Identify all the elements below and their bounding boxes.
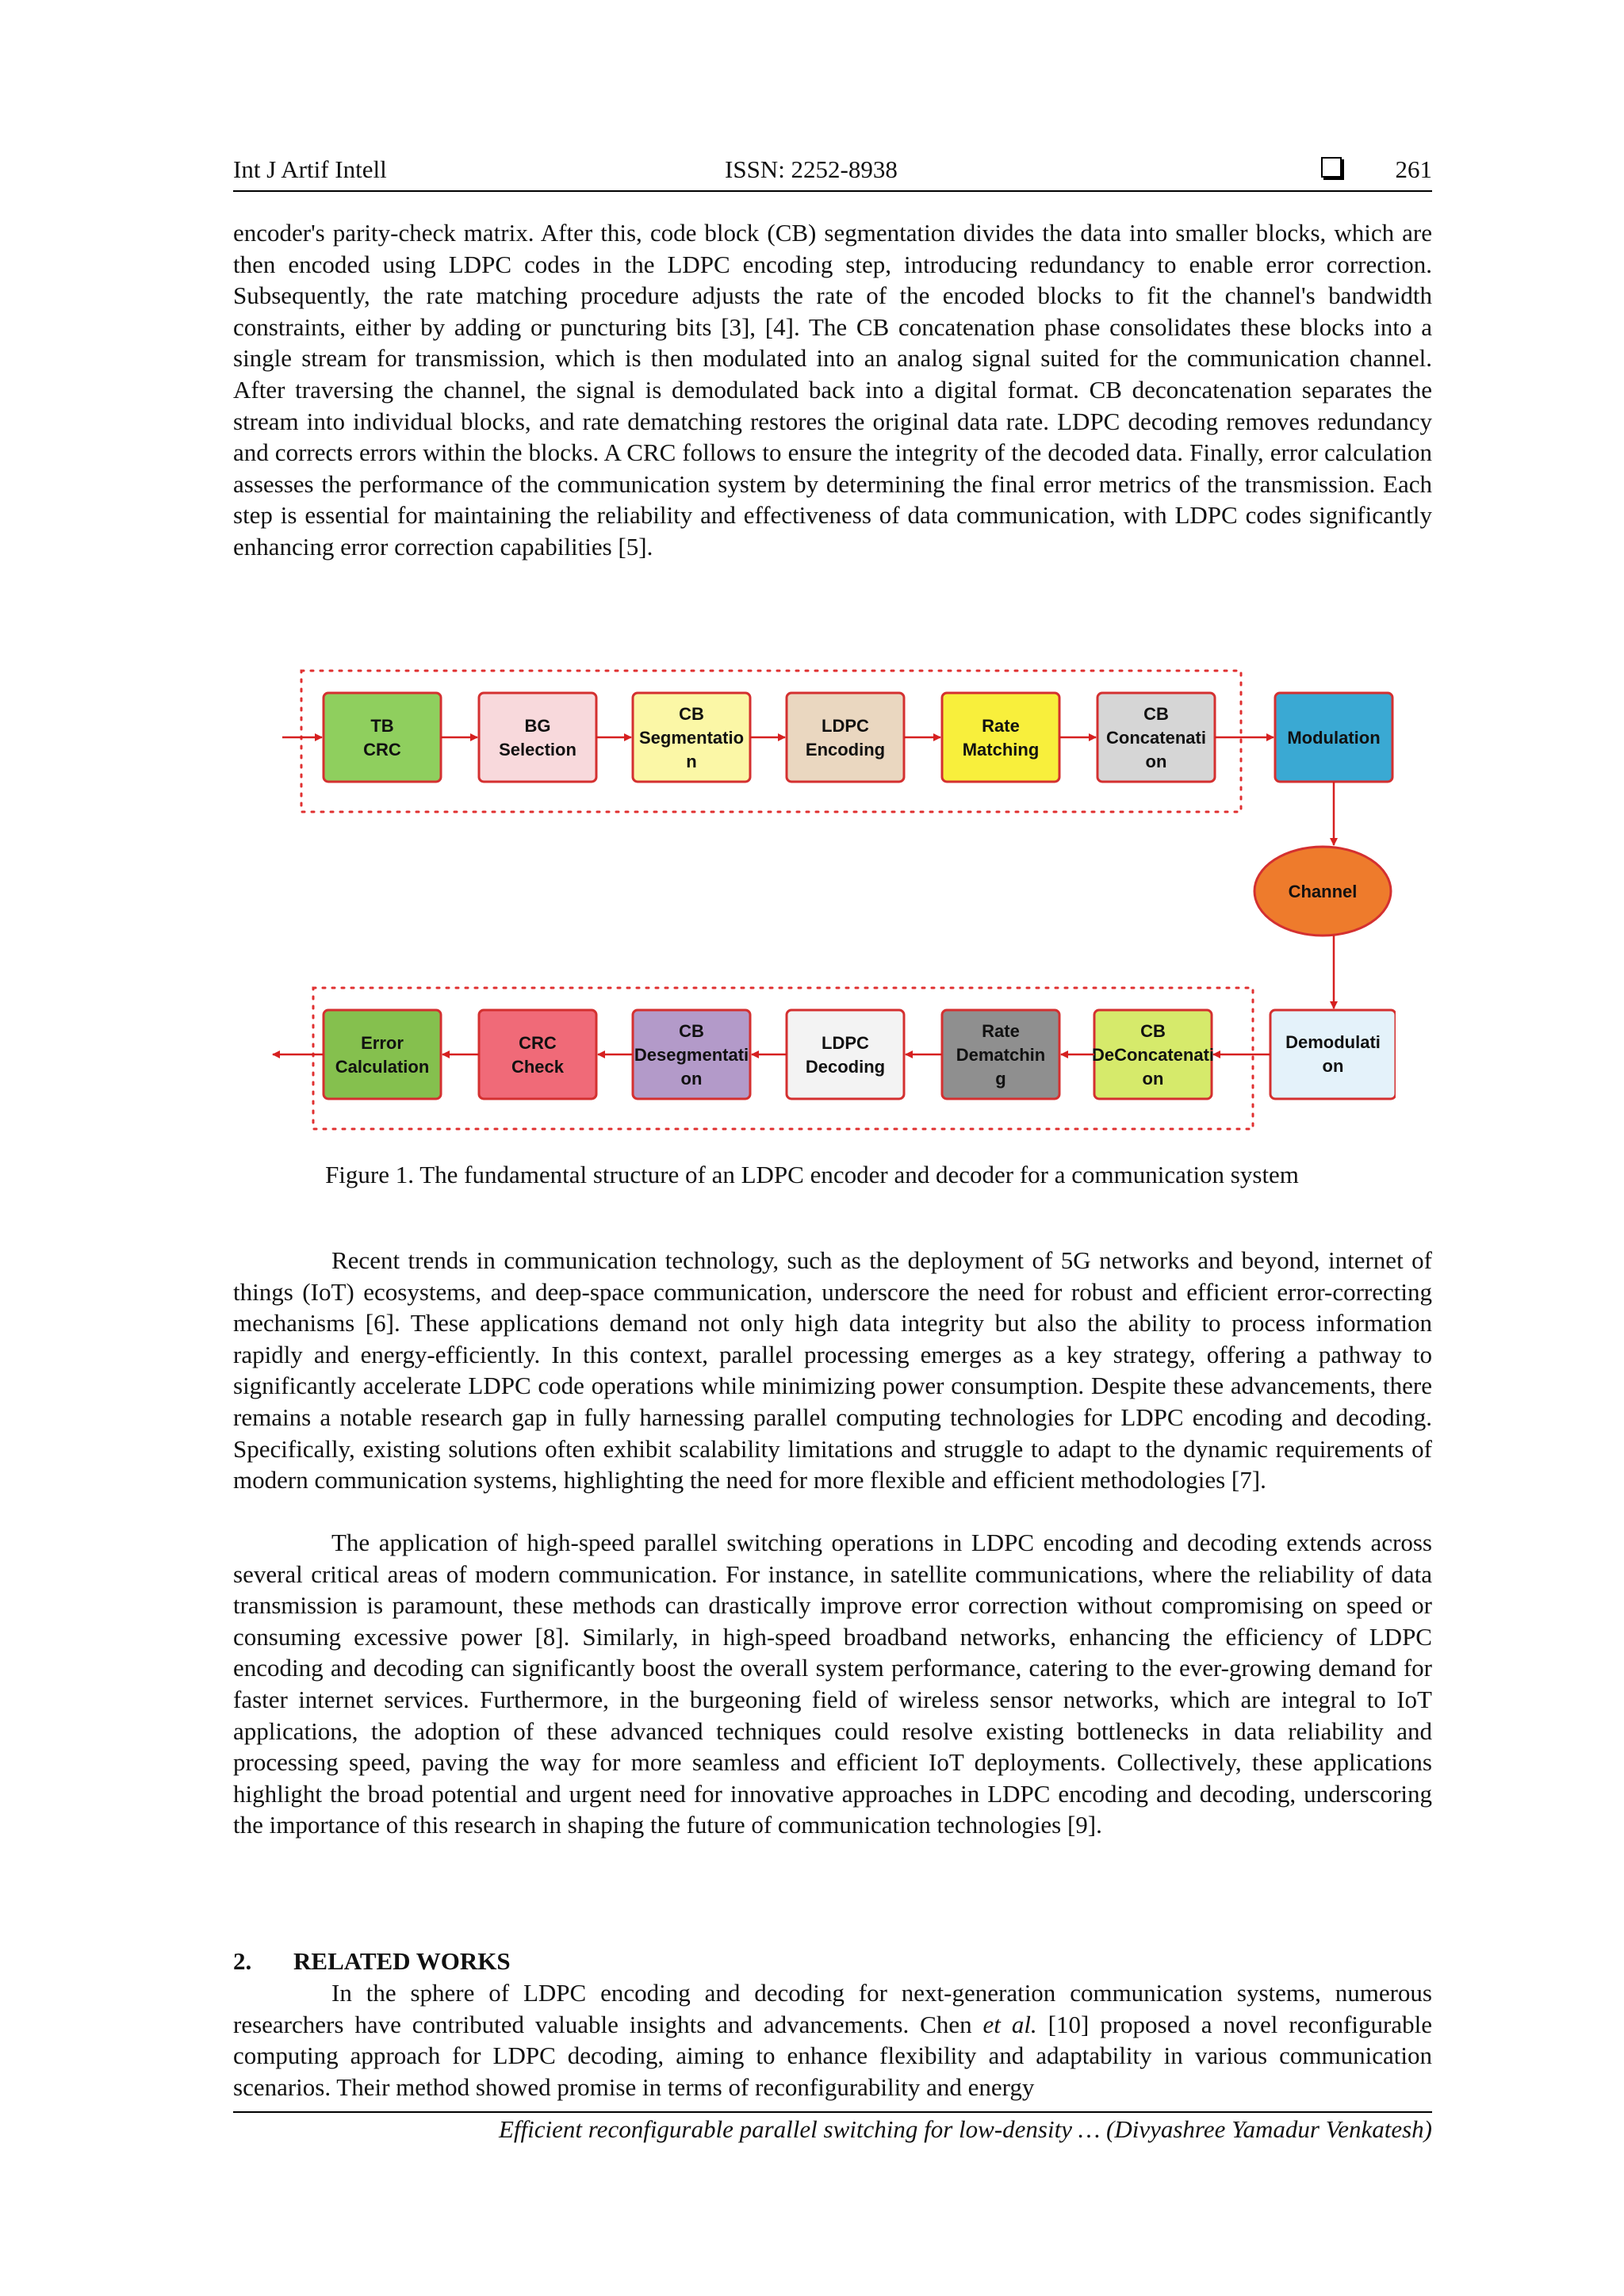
- decoder-block-rect: [479, 1010, 596, 1099]
- encoder-block-label: CRC: [363, 740, 401, 760]
- encoder-block-label: TB: [370, 716, 394, 736]
- encoder-block-label: CB: [1143, 704, 1169, 724]
- footer-rule: [233, 2111, 1432, 2113]
- encoder-block-rect: [324, 693, 441, 782]
- decoder-block-label: LDPC: [822, 1033, 869, 1053]
- decoder-block-label: Calculation: [335, 1057, 430, 1077]
- figure-caption: Figure 1. The fundamental structure of an LDPC encoder and decoder for a communication system: [325, 1161, 1299, 1188]
- ldpc-diagram: [270, 658, 1396, 1134]
- encoder-block-label: Concatenati: [1106, 728, 1206, 748]
- decoder-block-label: CRC: [519, 1033, 557, 1053]
- paragraph-4-italic: et al.: [982, 2010, 1037, 2038]
- decoder-block-rect: [324, 1010, 441, 1099]
- encoder-block-label: Rate: [982, 716, 1020, 736]
- page-header: [233, 154, 1432, 192]
- encoder-block-label: BG: [524, 716, 551, 736]
- section-title: RELATED WORKS: [293, 1947, 511, 1975]
- encoder-block-4: [942, 693, 1059, 782]
- decoder-block-label: Desegmentati: [634, 1045, 749, 1065]
- section-number: 2.: [233, 1947, 252, 1975]
- decoder-block-rect: [787, 1010, 904, 1099]
- figure-1: [270, 658, 1396, 1134]
- channel-label: Channel: [1288, 882, 1358, 901]
- decoder-block-5: [324, 1010, 441, 1099]
- decoder-block-label: on: [680, 1069, 703, 1089]
- paragraph-4: [233, 1977, 1432, 2103]
- decoder-block-label: Decoding: [805, 1057, 886, 1077]
- decoder-block-label: DeConcatenati: [1091, 1045, 1215, 1065]
- demodulation-label-2: on: [1322, 1056, 1344, 1076]
- demodulation-block: [1270, 1010, 1396, 1099]
- decoder-block-label: on: [1142, 1069, 1164, 1089]
- encoder-block-rect: [787, 693, 904, 782]
- encoder-block-2: [633, 693, 750, 782]
- encoder-block-label: Matching: [962, 740, 1040, 760]
- encoder-block-label: LDPC: [822, 716, 869, 736]
- encoder-block-label: Segmentatio: [638, 728, 745, 748]
- section-heading: [233, 1947, 511, 1976]
- journal-name: Int J Artif Intell: [233, 155, 387, 183]
- encoder-block-label: n: [686, 752, 697, 771]
- encoder-block-label: Encoding: [805, 740, 886, 760]
- encoder-block-rect: [479, 693, 596, 782]
- encoder-block-1: [479, 693, 596, 782]
- page-footer: Efficient reconfigurable parallel switching for low-density … (Divyashree Yamadur Venkatesh): [499, 2115, 1432, 2143]
- paragraph-1: encoder's parity-check matrix. After this, code block (CB) segmentation divides the data into smaller blocks, which are then encoded using LDPC codes in the LDPC encoding step, introducing redundancy to enable error correction. Subsequently, the rate matching procedure adjusts the rate of the encoded blocks to fit the channel's bandwidth constraints, either by adding or puncturing bits [3], [4]. The CB concatenation phase consolidates these blocks into a single stream for transmission, which is then modulated into an analog signal suited for the communication channel. After traversing the channel, the signal is demodulated back into a digital format. CB deconcatenation separates the stream into individual blocks, and rate dematching restores the original data rate. LDPC decoding removes redundancy and corrects errors within the blocks. A CRC follows to ensure the integrity of the decoded data. Finally, error calculation assesses the performance of the communication system by determining the final error metrics of the transmission. Each step is essential for maintaining the reliability and effectiveness of data communication, with LDPC codes significantly enhancing error correction capabilities [5].: [233, 219, 1432, 561]
- demodulation-label-1: Demodulati: [1285, 1032, 1381, 1052]
- decoder-block-2: [787, 1010, 904, 1099]
- decoder-block-label: g: [995, 1069, 1006, 1089]
- modulation-label: Modulation: [1287, 728, 1381, 748]
- decoder-block-label: Check: [511, 1057, 565, 1077]
- encoder-block-3: [787, 693, 904, 782]
- decoder-block-label: CB: [1140, 1021, 1166, 1041]
- paragraph-2: Recent trends in communication technology, such as the deployment of 5G networks and beyond, internet of things (IoT) ecosystems, and deep-space communication, underscore the need for robust and efficient error-correcting mechanisms [6]. These applications demand not only high data integrity but also the ability to process information rapidly and energy-efficiently. In this context, parallel processing emerges as a key strategy, offering a pathway to significantly accelerate LDPC code operations while minimizing power consumption. Despite these advancements, there remains a notable research gap in fully harnessing parallel computing technologies for LDPC encoding and decoding. Specifically, existing solutions often exhibit scalability limitations and struggle to adapt to the dynamic requirements of modern communication systems, highlighting the need for more flexible and efficient methodologies [7].: [233, 1246, 1432, 1494]
- encoder-block-label: Selection: [499, 740, 576, 760]
- encoder-block-label: CB: [679, 704, 704, 724]
- decoder-block-0: [1092, 1010, 1214, 1099]
- decoder-block-4: [479, 1010, 596, 1099]
- decoder-block-label: CB: [679, 1021, 704, 1041]
- decoder-block-label: Error: [361, 1033, 404, 1053]
- paragraph-4-part-1: In the sphere of LDPC encoding and decoding for next-generation communication systems, numerous researchers have contributed valuable insights and advancements. Chen: [233, 1979, 1432, 2038]
- encoder-block-0: [324, 693, 441, 782]
- paragraph-4-part-2: [10] proposed a novel reconfigurable computing approach for LDPC decoding, aiming to enhance flexibility and adaptability in various communication scenarios. Their method showed promise in terms of reconfigurability and energy: [233, 2010, 1432, 2101]
- decoder-block-1: [942, 1010, 1059, 1099]
- encoder-block-5: [1097, 693, 1215, 782]
- decoder-block-label: Dematchin: [956, 1045, 1046, 1065]
- encoder-block-rect: [942, 693, 1059, 782]
- decoder-block-3: [633, 1010, 750, 1099]
- checkbox-glyph-icon: [1321, 157, 1342, 178]
- paragraph-3: The application of high-speed parallel switching operations in LDPC encoding and decoding extends across several critical areas of modern communication. For instance, in satellite communications, where the reliability of data transmission is paramount, these methods can drastically improve error correction without compromising on speed or consuming excessive power [8]. Similarly, in high-speed broadband networks, enhancing the efficiency of LDPC encoding and decoding can significantly boost the overall system performance, catering to the ever-growing demand for faster internet services. Furthermore, in the burgeoning field of wireless sensor networks, which are integral to IoT applications, the adoption of these advanced techniques could resolve existing bottlenecks in data reliability and processing speed, paving the way for more seamless and efficient IoT deployments. Collectively, these applications highlight the broad potential and urgent need for innovative approaches in LDPC encoding and decoding, underscoring the importance of this research in shaping the future of communication technologies [9].: [233, 1529, 1432, 1839]
- issn: ISSN: 2252-8938: [725, 155, 898, 183]
- encoder-block-label: on: [1145, 752, 1167, 771]
- page-number: 261: [1395, 155, 1432, 183]
- decoder-block-label: Rate: [982, 1021, 1020, 1041]
